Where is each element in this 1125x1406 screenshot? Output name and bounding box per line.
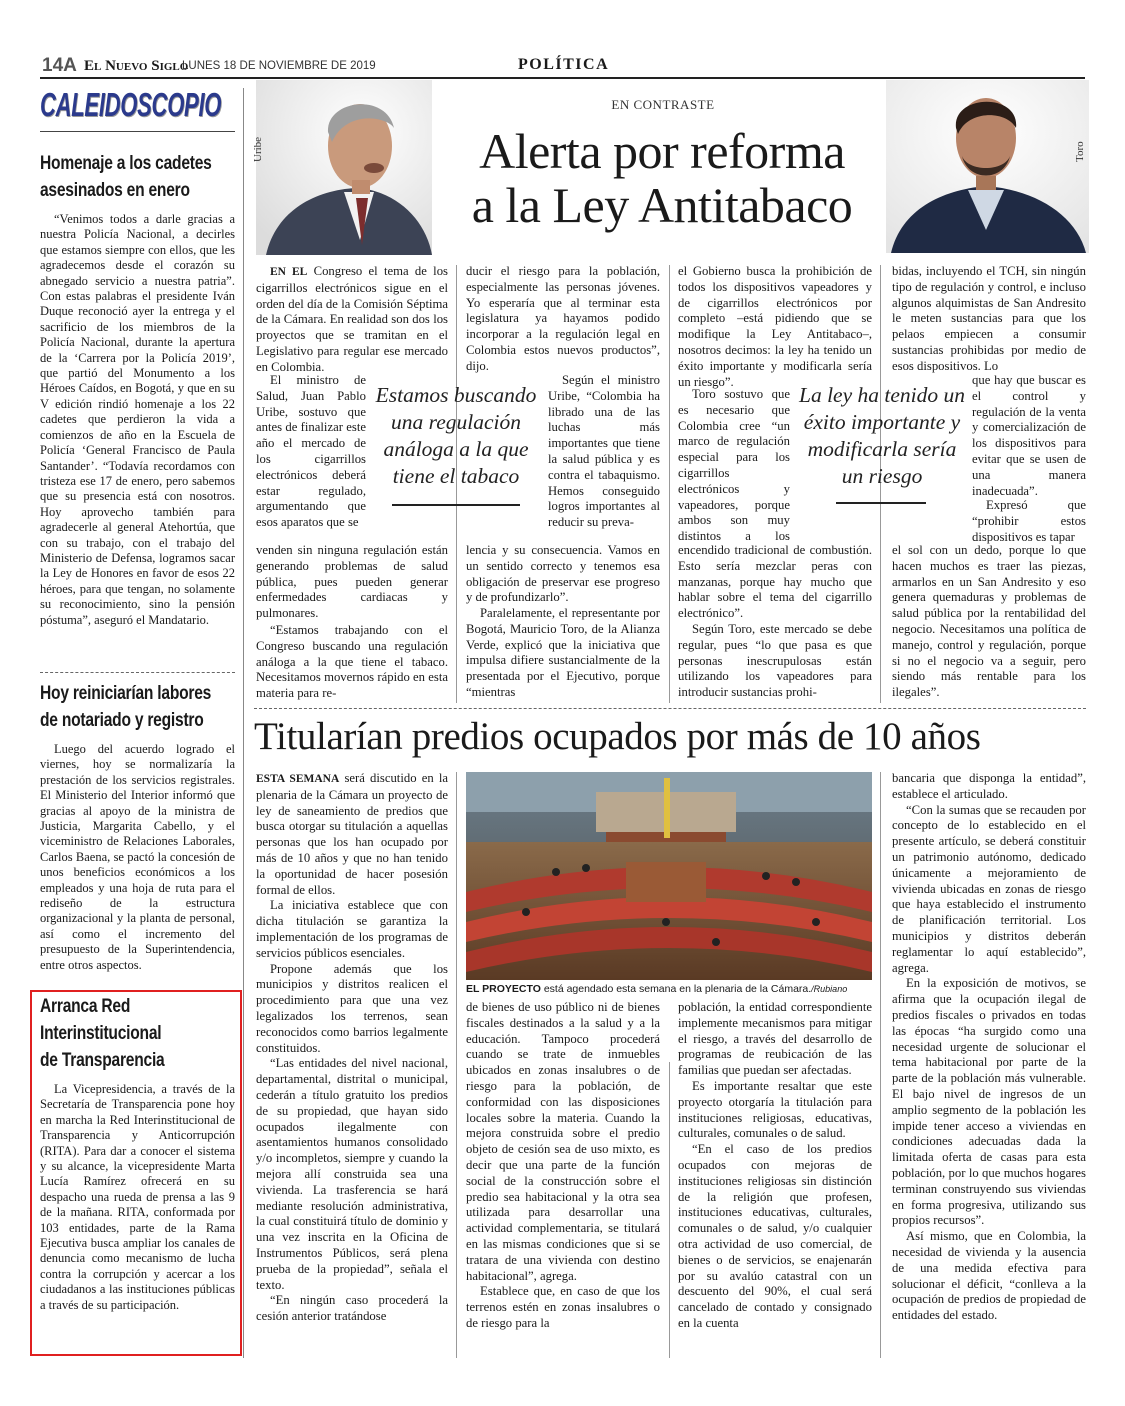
top-col-1c: venden sin ninguna regulación están generando problemas de salud pública, pues pueden generar enfermedades cardiacas y pulmonares. (256, 543, 448, 621)
top-col-4a: bidas, incluyendo el TCH, sin ningún tipo de regulación y control, e incluso algunos alquimistas de San Andresito le meten sustancias para que los pelaos empiecen a consumir sustancias prohibidas por medio de esos dispositivos. Lo (892, 264, 1086, 373)
photo-uribe (256, 80, 432, 255)
top-headline-line1: Alerta por reforma (479, 123, 845, 179)
story3-headline-line1: Arranca Red (40, 995, 131, 1017)
story-divider (254, 708, 1086, 709)
photo-caption-toro: Toro (1074, 141, 1086, 162)
story1-headline-line2: asesinados en enero (40, 179, 190, 201)
top-story-headline (436, 124, 888, 232)
top-col-3c: encendido tradicional de combustión. Esto sería mezclar peras con manzanas, porque hay mucho que hablar sobre el tema del cigarrillo electrónico”. (678, 543, 872, 621)
top-col-3a: el Gobierno busca la prohibición de todos los dispositivos vapeadores y de cigarrillos electrónicos por completo –está pidiendo que se modifique la Ley Antitabaco–, nosotros decimos: la ley ha tenido un éxito importante y modificarla sería un riesgo”. (678, 264, 872, 389)
header-rule (40, 77, 1085, 79)
story3-headline-line2: Interinstitucional (40, 1022, 162, 1044)
sidebar-story-3 (40, 993, 235, 1313)
issue-date: LUNES 18 DE NOVIEMBRE DE 2019 (182, 60, 376, 72)
top-col-2d: Paralelamente, el representante por Bogotá, Mauricio Toro, de la Alianza Verde, explicó que la iniciativa que impulsa difiere sustancialmente de la presentada por el Ejecutivo, porque “mientras (466, 606, 660, 699)
bottom-col-3: población, la entidad correspondiente implemente mecanismos para mitigar el riesgo, a través del desarrollo de programas de reubicación de las familias que puedan ser afectadas. Es importante resaltar que este proyecto otorgaría la titulación para instituciones religiosas, educativas, culturales, comunales o de salud. “En el caso de los predios ocupados con mejoras de instituciones religiosas sin distinción de la religión que profesen, instituciones educativas, culturales, comunales o de salud, y/o cualquier otra actividad de uso comercial, de bienes o de servicios, se enajenarán por su avalúo catastral con un descuento del 90%, el cual será cancelado de contado y consignado en la cuenta (678, 1000, 872, 1330)
top-col-1a: EN EL Congreso el tema de los cigarrillos electrónicos sigue en el orden del día de la Comisión Séptima de la Cámara. En realidad son dos los proyectos que se tramitan en el Legislativo para regular ese mercado en Colombia. (256, 264, 448, 374)
sidebar-title-rule (40, 131, 235, 132)
sidebar-column-rule (243, 88, 244, 1358)
bottom-col-rule-2 (669, 1062, 670, 1358)
story2-headline-line1: Hoy reiniciarían labores (40, 682, 212, 704)
photo-caption-uribe: Uribe (252, 136, 264, 162)
story1-headline-line1: Homenaje a los cadetes (40, 152, 212, 174)
bottom-col-4: bancaria que disponga la entidad”, establece el articulado. “Con la sumas que se recauden por concepto de lo establecido en el presente artículo, se deberá constituir un patrimonio autónomo, dedicado únicamente a mejoramiento de vivienda ubicadas en zonas de riesgo que haya establecido el instrumento de planificación territorial. Los municipios y distritos deberán reglamentar lo aquí establecido”, agrega. En la exposición de motivos, se afirma que la ocupación ilegal de predios fiscales o privados en todas las épocas “ha surgido como una necesidad urgente de solucionar el tema habitacional por parte de la parte de la población más vulnerable. El bajo nivel de ingresos de un amplio segmento de la población les impide tener acceso a viviendas en condiciones adecuadas dada la limitada oferta de casas para esta población, por lo que muchos hogares terminan construyendo sus viviendas en forma progresiva, utilizando sus propios recursos”. Así mismo, que en Colombia, la necesidad de vivienda y la ausencia de una medida efectiva para solucionar el déficit, “conlleva a la ocupación de predios de propiedad de entidades del estado. (892, 771, 1086, 1323)
photo-plenary (466, 772, 872, 980)
photo-toro (886, 80, 1089, 253)
story1-text: “Venimos todos a darle gracias a nuestra Policía Nacional, a decirles que estamos siempre con ellos, que les agradecemos desde el corazón su abnegado servicio a nuestra patria”. Con estas palabras el presidente Iván Duque reconoció ayer la entrega y el sacrificio de los miembros de la Policía Nacional, durante la apertura de la ‘Carrera por la Policía 2019’, que partió del Monumento a los Héroes Caídos, en Bogotá, y que en su V edición rindió homenaje a los 22 cadetes que perdieron la vida a comienzos de año en la Escuela de Policía ‘General Francisco de Paula Santander’. “Todavía recordamos con tristeza ese 17 de enero, pero sabemos que su presencia está con nosotros. Hoy aprovecho también para agradecerle al general Atehortúa, que con su trabajo, con el trabajo del Ministerio de Defensa, logramos sacar la Ley de Honores en favor de esos 22 héroes, para que tengan, no solamente su reconocimiento, sino la pensión póstuma”, aseguró el Mandatario. (40, 212, 235, 627)
pull-quote-right: La ley ha tenido un éxito importante y modificarla sería un riesgo (796, 382, 968, 504)
page-number: 14A (42, 55, 77, 76)
story3-text: La Vicepresidencia, a través de la Secretaría de Transparencia pone hoy en marcha la Red Interinstitucional de Transparencia y Anticorrupción (RITA). Para dar a conocer el sistema y su alcance, la vicepresidente Marta Lucía Ramírez ofrecerá en su despacho una rueda de prensa a las 9 de la mañana. RITA, conformada por 103 entidades, parte de la Rama Ejecutiva busca ampliar los canales de denuncia como mecanismo de lucha contra la corrupción y acercar a los ciudadanos a las instituciones públicas a través de su participación. (40, 1082, 235, 1312)
pull-quote-left-rule (392, 504, 520, 506)
top-col-2c: lencia y su consecuencia. Vamos en un sentido correcto y tenemos esa obligación de preservar ese progreso y de profundizarlo”. (466, 543, 660, 605)
story2-text: Luego del acuerdo logrado el viernes, hoy se normalizaría la prestación de los servicios registrales. El Ministerio del Interior informó que gracias al apoyo de la ministra de Justicia, Margarita Cabello, y el viceministro de Relaciones Laborales, Carlos Baena, se pactó la concesión de unos beneficios económicos a los empleados y una hoja de ruta para el rediseño de la estructura organizacional y la planta de personal, así como el incremento del presupuesto de la Superintendencia, entre otros aspectos. (40, 742, 235, 972)
bottom-col-2: de bienes de uso público ni de bienes fiscales destinados a la salud y a la educación. Tampoco procederá cuando se trate de inmuebles ubicados en zonas insalubres o de riesgo para la población, de conformidad con las disposiciones locales sobre la materia. Cuando la mejora construida sobre el predio objeto de cesión sea de uso mixto, es decir que una parte de la función social de la construcción sobre el predio sea habitacional y la otra sea utilizada para desarrollar una actividad complementaria, se titulará en las mismas condiciones que si se tratara de una vivienda con destino habitacional”, agrega. Establece que, en caso de que los terrenos estén en zonas insalubres o de riesgo para la (466, 1000, 660, 1330)
top-col-4c: Expresó que “prohibir estos dispositivos es tapar (972, 498, 1086, 544)
top-col-4d: el sol con un dedo, porque lo que hacen muchos es traer las piezas, armarlos en un San Andresito y eso genera quemaduras y problemas de salud pública por la rentabilidad del negocio. Necesitamos una política de manejo, control y regulación, porque si no el negocio va a seguir, pero siendo más rentable para los ilegales”. (892, 543, 1086, 700)
paper-name: El Nuevo Siglo (84, 58, 189, 74)
top-col-1b: El ministro de Salud, Juan Pablo Uribe, sostuvo que antes de finalizar este año el mercado de los cigarrillos electrónicos deberá estar regulado, argumentando que esos aparatos que se (256, 373, 366, 530)
top-col-2b: Según el ministro Uribe, “Colombia ha librado una de las luchas más importantes que tiene la salud pública y es contra el tabaquismo. Hemos conseguido logros importantes al reducir su preva- (548, 373, 660, 530)
photo-caption (466, 982, 872, 996)
bottom-col-rule-1 (456, 772, 457, 1358)
sidebar-divider-1 (40, 672, 235, 673)
section-name: POLÍTICA (518, 56, 610, 73)
photo-caption-text: está agendado esta semana en la plenaria de la Cámara. (543, 983, 812, 995)
photo-caption-lead: EL PROYECTO (466, 983, 541, 995)
pull-quote-left: Estamos buscando una regulación análoga a la que tiene el tabaco (372, 382, 540, 506)
top-col-rule-2 (669, 265, 670, 703)
sidebar-story-1 (40, 150, 235, 628)
bottom-col-1: ESTA SEMANA será discutido en la plenaria de la Cámara un proyecto de ley de saneamiento de predios que busca otorgar su titulación a aquellas personas que los han ocupado por más de 10 años y que no han tenido la oportunidad de hacer posesión formal de ellos. La iniciativa establece que con dicha titulación se garantiza la implementación de los programas de servicios públicos esenciales. Propone además que los municipios y distritos realicen el procedimiento para que una vez legalizados los terrenos, sean reconocidos como barrios legalmente constituidos. “Las entidades del nivel nacional, departamental, distrital o municipal, cederán a título gratuito los predios de su propiedad, que hayan sido ocupados ilegalmente con asentamientos humanos consolidado y/o incompletos, siempre y cuando la mejora allí construida sea una vivienda. La trasferencia se hará mediante resolución administrativa, la cual constituirá título de dominio y una vez inscrita en la Oficina de Instrumentos Públicos, será plena prueba de la propiedad”, señala el texto. “En ningún caso procederá la cesión anterior tratándose (256, 771, 448, 1324)
top-headline-line2: a la Ley Antitabaco (471, 177, 853, 233)
top-story-kicker: EN CONTRASTE (611, 97, 715, 112)
top-col-2a: ducir el riesgo para la población, especialmente las personas jóvenes. Yo esperaría que al terminar esta legislatura ya hayamos podido incorporar a la regulación legal en Colombia estos nuevos productos”, dijo. (466, 264, 660, 373)
page-header (40, 52, 1085, 78)
sidebar-story-2 (40, 680, 235, 973)
bottom-story-headline: Titularían predios ocupados por más de 10 años (254, 715, 981, 758)
top-col-4b: que hay que buscar es el control y regulación de la venta y comercialización de los dispositivos para evitar que se usen de una manera inadecuada”. (972, 373, 1086, 498)
bottom-col-rule-3 (880, 772, 881, 1358)
top-col-1d: “Estamos trabajando con el Congreso buscando una regulación análoga a la que tiene el tabaco. Necesitamos movernos rápido en esta materia para re- (256, 623, 448, 701)
pull-quote-right-rule (836, 502, 926, 504)
sidebar-title: CALEIDOSCOPIO (40, 86, 222, 123)
top-col-3d: Según Toro, este mercado se debe regular, pues “lo que pasa es que personas inescrupulosas están utilizando los vapeadores para introducir sustancias prohi- (678, 622, 872, 700)
story3-headline-line3: de Transparencia (40, 1049, 165, 1071)
bottom-lead: ESTA SEMANA (256, 773, 340, 785)
story2-headline-line2: de notariado y registro (40, 709, 204, 731)
top-col-3b: Toro sostuvo que es necesario que Colombia cree “un marco de regulación especial para los cigarrillos electrónicos y vapeadores, porque ambos son muy distintos a los (678, 387, 790, 544)
top-lead: EN EL (270, 266, 308, 278)
photo-credit: /Rubiano (811, 984, 848, 994)
